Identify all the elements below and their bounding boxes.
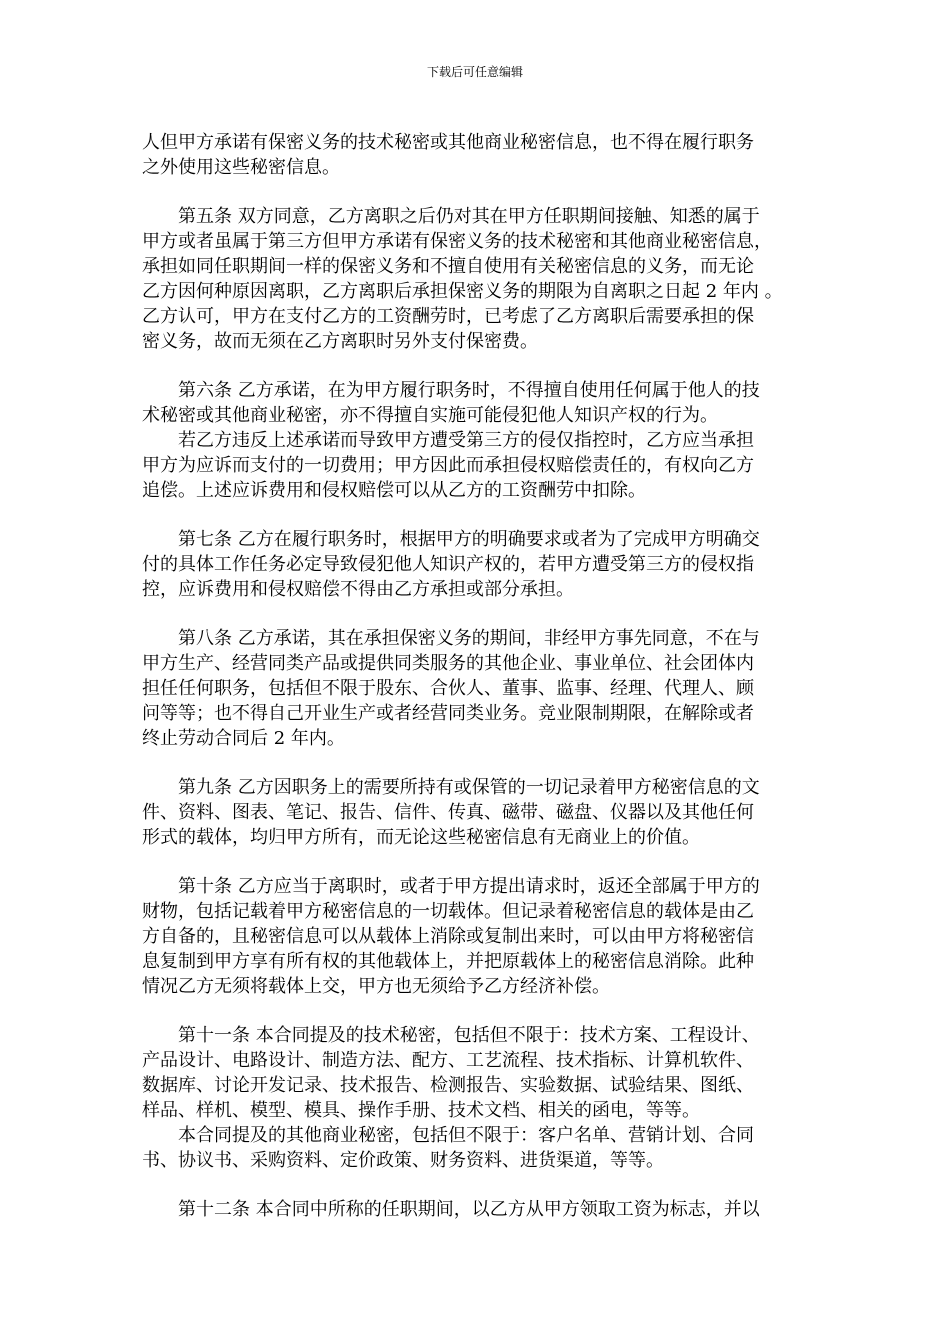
text-line: 数据库、讨论开发记录、技术报告、检测报告、实验数据、试验结果、图纸、	[142, 1075, 754, 1096]
document-body	[142, 130, 814, 1222]
text-line: 付的具体工作任务必定导致侵犯他人知识产权的，若甲方遭受第三方的侵权指	[142, 554, 754, 575]
article-11	[142, 1023, 814, 1123]
text-line: 息复制到甲方享有所有权的其他载体上，并把原载体上的秘密信息消除。此种	[142, 951, 754, 972]
text-line: 情况乙方无须将载体上交，甲方也无须给予乙方经济补偿。	[142, 976, 610, 997]
text-line: 乙方认可，甲方在支付乙方的工资酬劳时，已考虑了乙方离职后需要承担的保	[142, 306, 754, 327]
article-6-clause-2	[142, 428, 814, 503]
text-line: 书、协议书、采购资料、定价政策、财务资料、进货渠道，等等。	[142, 1150, 664, 1171]
text-line: 甲方生产、经营同类产品或提供同类服务的其他企业、事业单位、社会团体内	[142, 653, 754, 674]
text-line: 方自备的，且秘密信息可以从载体上消除或复制出来时，可以由甲方将秘密信	[142, 926, 754, 947]
text-line: 第九条 乙方因职务上的需要所持有或保管的一切记录着甲方秘密信息的文	[178, 777, 760, 798]
text-line: 样品、样机、模型、模具、操作手册、技术文档、相关的函电，等等。	[142, 1100, 700, 1121]
text-line: 件、资料、图表、笔记、报告、信件、传真、磁带、磁盘、仪器以及其他任何	[142, 802, 754, 823]
text-line: 产品设计、电路设计、制造方法、配方、工艺流程、技术指标、计算机软件、	[142, 1050, 754, 1071]
text-line: 乙方因何种原因离职，乙方离职后承担保密义务的期限为自离职之日起 2 年内 。	[142, 281, 783, 302]
text-line: 追偿。上述应诉费用和侵权赔偿可以从乙方的工资酬劳中扣除。	[142, 480, 646, 501]
article-8	[142, 626, 814, 751]
text-line: 密义务，故而无须在乙方离职时另外支付保密费。	[142, 331, 538, 352]
text-line: 甲方为应诉而支付的一切费用；甲方因此而承担侵权赔偿责任的，有权向乙方	[142, 455, 754, 476]
text-line: 财物，包括记载着甲方秘密信息的一切载体。但记录着秘密信息的载体是由乙	[142, 901, 754, 922]
text-line: 第八条 乙方承诺，其在承担保密义务的期间，非经甲方事先同意，不在与	[178, 628, 760, 649]
article-11-clause-2	[142, 1123, 814, 1173]
article-10	[142, 874, 814, 999]
text-line: 第六条 乙方承诺，在为甲方履行职务时，不得擅自使用任何属于他人的技	[178, 380, 760, 401]
text-line: 甲方或者虽属于第三方但甲方承诺有保密义务的技术秘密和其他商业秘密信息，	[142, 231, 772, 252]
article-9	[142, 775, 814, 850]
text-line: 之外使用这些秘密信息。	[142, 157, 340, 178]
text-line: 第十一条 本合同提及的技术秘密，包括但不限于：技术方案、工程设计、	[178, 1025, 760, 1046]
article-12	[142, 1197, 814, 1222]
text-line: 问等等；也不得自己开业生产或者经营同类业务。竞业限制期限，在解除或者	[142, 703, 754, 724]
text-line: 控，应诉费用和侵权赔偿不得由乙方承担或部分承担。	[142, 579, 574, 600]
text-line: 第五条 双方同意，乙方离职之后仍对其在甲方任职期间接触、知悉的属于	[178, 206, 760, 227]
text-line: 人但甲方承诺有保密义务的技术秘密或其他商业秘密信息，也不得在履行职务	[142, 132, 754, 153]
text-line: 承担如同任职期间一样的保密义务和不擅自使用有关秘密信息的义务，而无论	[142, 256, 754, 277]
article-5	[142, 204, 814, 354]
text-line: 担任任何职务，包括但不限于股东、合伙人、董事、监事、经理、代理人、顾	[142, 678, 754, 699]
text-line: 第十条 乙方应当于离职时，或者于甲方提出请求时，返还全部属于甲方的	[178, 876, 760, 897]
article-7	[142, 527, 814, 602]
text-line: 本合同提及的其他商业秘密，包括但不限于：客户名单、营销计划、合同	[178, 1125, 754, 1146]
page-header: 下载后可任意编辑	[426, 65, 523, 79]
article-6	[142, 378, 814, 428]
text-line: 终止劳动合同后 2 年内。	[142, 728, 345, 749]
text-line: 术秘密或其他商业秘密，亦不得擅自实施可能侵犯他人知识产权的行为。	[142, 405, 718, 426]
text-line: 形式的载体，均归甲方所有，而无论这些秘密信息有无商业上的价值。	[142, 827, 700, 848]
text-line: 第七条 乙方在履行职务时，根据甲方的明确要求或者为了完成甲方明确交	[178, 529, 760, 550]
text-line: 若乙方违反上述承诺而导致甲方遭受第三方的侵仅指控时，乙方应当承担	[178, 430, 754, 451]
text-line: 第十二条 本合同中所称的任职期间，以乙方从甲方领取工资为标志，并以	[178, 1199, 760, 1220]
paragraph-continuation	[142, 130, 814, 180]
